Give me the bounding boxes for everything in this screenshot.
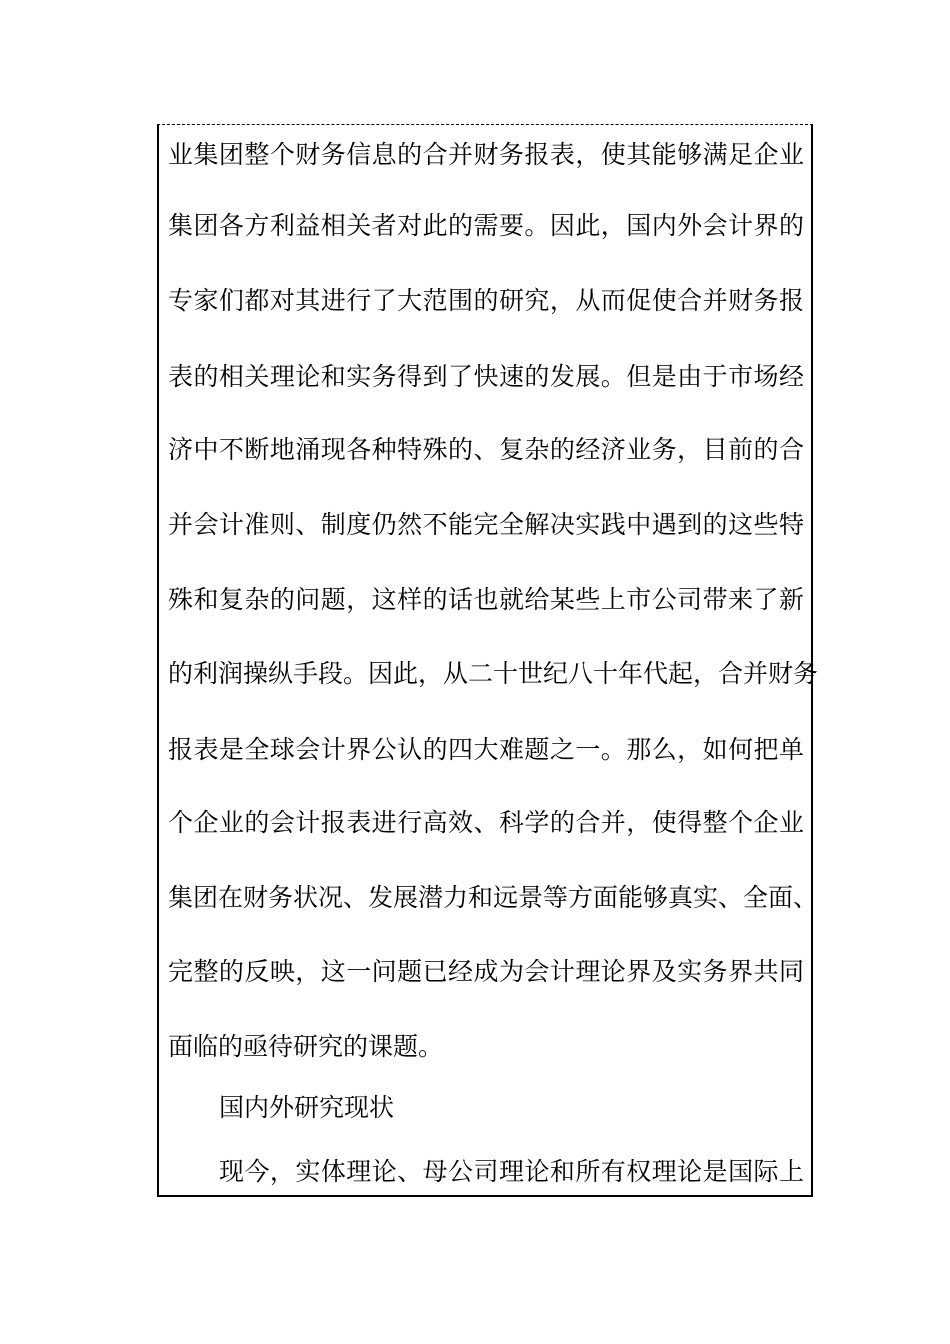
body-line-8: 的利润操纵手段。因此，从二十世纪八十年代起，合并财务: [168, 659, 819, 688]
section-heading: 国内外研究现状: [219, 1093, 395, 1122]
body-line-3: 专家们都对其进行了大范围的研究，从而促使合并财务报: [168, 286, 804, 315]
body-line-4: 表的相关理论和实务得到了快速的发展。但是由于市场经: [168, 362, 804, 391]
body-line-10: 个企业的会计报表进行高效、科学的合并，使得整个企业: [168, 808, 804, 837]
body-line-6: 并会计准则、制度仍然不能完全解决实践中遇到的这些特: [168, 510, 804, 539]
body-line-7: 殊和复杂的问题，这样的话也就给某些上市公司带来了新: [168, 585, 804, 614]
next-paragraph-start: 现今，实体理论、母公司理论和所有权理论是国际上: [219, 1157, 804, 1186]
body-line-1: 业集团整个财务信息的合并财务报表，使其能够满足企业: [168, 140, 804, 169]
body-line-9: 报表是全球会计界公认的四大难题之一。那么，如何把单: [168, 735, 804, 764]
body-line-12: 完整的反映，这一问题已经成为会计理论界及实务界共同: [168, 957, 804, 986]
body-line-13: 面临的亟待研究的课题。: [168, 1032, 444, 1061]
body-line-5: 济中不断地涌现各种特殊的、复杂的经济业务，目前的合: [168, 435, 804, 464]
body-line-11: 集团在财务状况、发展潜力和远景等方面能够真实、全面、: [168, 883, 819, 912]
body-line-2: 集团各方利益相关者对此的需要。因此，国内外会计界的: [168, 211, 804, 240]
